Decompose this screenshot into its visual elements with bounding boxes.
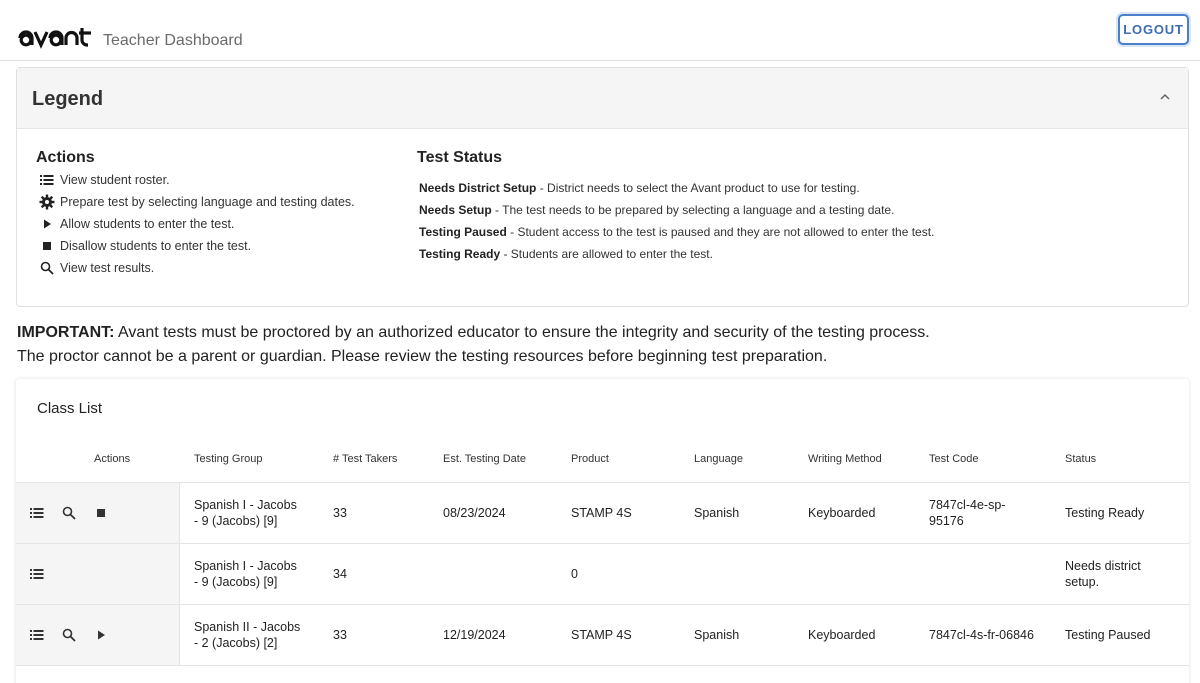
testing-group-cell — [194, 497, 297, 529]
legend-status-testing-paused — [419, 225, 934, 239]
test-code-cell: 7847cl-4s-fr-06846 — [929, 628, 1034, 642]
writing-method-cell: Keyboarded — [808, 628, 876, 642]
status-term: Needs Setup — [419, 203, 492, 217]
row-actions — [16, 544, 180, 604]
status-cell — [1065, 505, 1144, 521]
gear-icon — [39, 194, 55, 210]
legend-action-label: View student roster. — [60, 173, 170, 187]
search-icon[interactable] — [61, 627, 77, 643]
testing-date-cell: 08/23/2024 — [443, 506, 506, 520]
list-icon[interactable] — [29, 505, 45, 521]
status-desc: - Students are allowed to enter the test. — [500, 247, 713, 261]
table-row — [16, 543, 1189, 604]
stop-icon[interactable] — [93, 505, 109, 521]
test-takers-cell: 33 — [333, 628, 347, 642]
actions-heading: Actions — [36, 149, 95, 166]
testing-group-line: - 9 (Jacobs) [9] — [194, 575, 278, 589]
status-desc: - District needs to select the Avant product to use for testing. — [536, 181, 860, 195]
row-actions — [16, 605, 180, 665]
test-status-heading: Test Status — [417, 149, 503, 166]
legend-action-results — [39, 259, 154, 277]
app-title: Teacher Dashboard — [103, 32, 243, 49]
legend-action-label: Disallow students to enter the test. — [60, 239, 252, 253]
legend-action-disallow — [39, 237, 251, 255]
status-line: Needs district — [1065, 559, 1141, 573]
table-row — [16, 665, 1189, 683]
legend-header[interactable] — [17, 68, 1188, 129]
search-icon[interactable] — [61, 505, 77, 521]
legend-status-needs-district-setup — [419, 181, 860, 195]
column-header-language[interactable]: Language — [694, 453, 743, 465]
column-header-testing-group[interactable]: Testing Group — [194, 453, 263, 465]
status-cell — [1065, 558, 1141, 590]
testing-group-line: - 2 (Jacobs) [2] — [194, 636, 278, 650]
legend-panel — [16, 67, 1189, 307]
important-line-1: Avant tests must be proctored by an authorized educator to ensure the integrity and security of the testing process. — [114, 324, 930, 341]
legend-status-testing-ready — [419, 247, 713, 261]
important-line-2: The proctor cannot be a parent or guardian. Please review the testing resources before beginning test preparation. — [17, 348, 828, 365]
list-icon — [39, 172, 55, 188]
legend-status-needs-setup — [419, 203, 894, 217]
test-code-line: 7847cl-4e-sp- — [929, 498, 1006, 512]
table-row — [16, 482, 1189, 543]
important-label: IMPORTANT: — [17, 324, 115, 341]
search-icon — [39, 260, 55, 276]
testing-group-line: Spanish II - Jacobs — [194, 620, 301, 634]
chevron-up-icon[interactable] — [1158, 90, 1172, 104]
class-list-panel — [16, 379, 1189, 683]
status-desc: - The test needs to be prepared by selecting a language and a testing date. — [491, 203, 895, 217]
play-icon[interactable] — [93, 627, 109, 643]
column-header-status[interactable]: Status — [1065, 453, 1097, 465]
legend-action-label: View test results. — [60, 261, 155, 275]
column-header-test-takers[interactable]: # Test Takers — [333, 453, 398, 465]
column-header-test-code[interactable]: Test Code — [929, 453, 979, 465]
avant-logo — [18, 26, 96, 50]
test-takers-cell: 33 — [333, 506, 347, 520]
column-header-product[interactable]: Product — [571, 453, 609, 465]
test-takers-cell: 34 — [333, 567, 347, 581]
testing-group-line: Spanish I - Jacobs — [194, 498, 297, 512]
status-cell: Testing Paused — [1065, 628, 1151, 642]
list-icon[interactable] — [29, 566, 45, 582]
logout-button[interactable]: LOGOUT — [1118, 14, 1189, 45]
status-term: Testing Paused — [419, 225, 507, 239]
testing-group-cell — [194, 558, 297, 590]
testing-group-line: Spanish I - Jacobs — [194, 559, 297, 573]
table-row — [16, 604, 1189, 665]
testing-group-line: - 9 (Jacobs) [9] — [194, 514, 278, 528]
column-header-actions[interactable]: Actions — [94, 453, 131, 465]
product-cell: STAMP 4S — [571, 628, 632, 642]
legend-action-roster — [39, 171, 170, 189]
legend-action-prepare — [39, 193, 355, 211]
legend-action-allow — [39, 215, 234, 233]
status-line: Testing Ready — [1065, 506, 1145, 520]
language-cell: Spanish — [694, 628, 740, 642]
column-header-writing-method[interactable]: Writing Method — [808, 453, 882, 465]
legend-title: Legend — [32, 88, 104, 110]
test-code-cell — [929, 497, 1005, 529]
legend-action-label: Allow students to enter the test. — [60, 217, 235, 231]
row-actions — [16, 483, 180, 543]
status-term: Testing Ready — [419, 247, 501, 261]
app-header — [0, 0, 1200, 61]
language-cell: Spanish — [694, 506, 740, 520]
class-list-title: Class List — [37, 400, 103, 417]
legend-action-label: Prepare test by selecting language and testing dates. — [60, 195, 355, 209]
play-icon — [39, 216, 55, 232]
product-cell: 0 — [571, 567, 578, 581]
status-line: setup. — [1065, 575, 1100, 589]
important-notice — [17, 321, 930, 369]
product-cell: STAMP 4S — [571, 506, 632, 520]
list-icon[interactable] — [29, 627, 45, 643]
test-code-line: 95176 — [929, 514, 964, 528]
testing-group-cell — [194, 619, 300, 651]
writing-method-cell: Keyboarded — [808, 506, 876, 520]
status-desc: - Student access to the test is paused and they are not allowed to enter the test. — [506, 225, 935, 239]
status-term: Needs District Setup — [419, 181, 537, 195]
column-header-testing-date[interactable]: Est. Testing Date — [443, 453, 526, 465]
stop-icon — [39, 238, 55, 254]
testing-date-cell: 12/19/2024 — [443, 628, 506, 642]
